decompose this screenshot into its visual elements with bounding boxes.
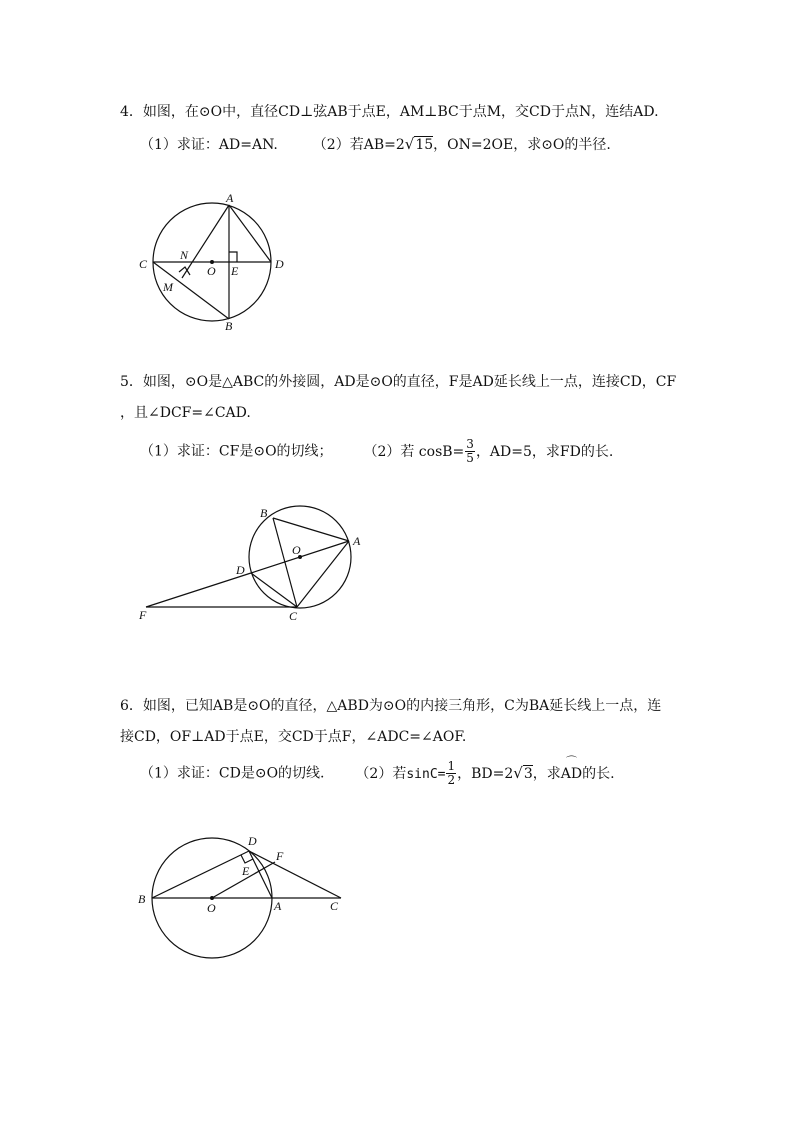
fig5-label-o: O — [292, 543, 301, 557]
fig6-label-f: F — [276, 849, 284, 863]
problem-4-part2: （2）若AB=2√15，ON=2OE，求⊙O的半径. — [312, 135, 611, 153]
fig4-label-m: M — [163, 280, 173, 294]
fig6-tangent-dc — [249, 851, 341, 898]
fig4-label-c: C — [139, 257, 148, 271]
fig6-center-dot — [210, 896, 214, 900]
problem-6-part2: （2）若sinC= $\frac{1}{2}$ ，BD=2√3，求 ⌒ AD的长. — [355, 754, 615, 787]
fig6-label-c: C — [330, 899, 339, 913]
problem-5-number: 5． — [120, 374, 143, 390]
fig4-label-e: E — [231, 264, 239, 278]
problem-4-number: 4． — [120, 104, 143, 120]
problem-5-stem-cont: ，且∠DCF=∠CAD. — [120, 405, 251, 421]
fig5-label-f: F — [139, 608, 147, 622]
problem-5-part2: （2）若 cosB= $\frac{3}{5}$ ，AD=5，求FD的长. — [363, 437, 614, 465]
fig5-label-c: C — [289, 609, 298, 623]
fig5-label-a: A — [353, 534, 361, 548]
fig6-label-e: E — [242, 864, 250, 878]
fig4-label-n: N — [180, 248, 189, 262]
fig4-label-b: B — [225, 319, 233, 333]
problem-5-stem-text: 如图，⊙O是△ABC的外接圆，AD是⊙O的直径，F是AD延长线上一点，连接CD，CF — [142, 374, 677, 390]
problem-6-number: 6． — [120, 698, 143, 714]
problem-4-part1: （1）求证：AD=AN. — [140, 137, 278, 153]
fig6-label-b: B — [138, 892, 146, 906]
fig4-label-o: O — [207, 264, 216, 278]
arc-ad: ⌒ AD — [560, 754, 583, 782]
fig6-label-o: O — [207, 901, 216, 915]
fig4-label-a: A — [226, 191, 234, 205]
problem-5-part1: （1）求证：CF是⊙O的切线； — [140, 443, 333, 460]
fig5-label-b: B — [260, 506, 268, 520]
problem-4-stem-text: 如图，在⊙O中，直径CD⊥弦AB于点E，AM⊥BC于点M，交CD于点N，连结AD. — [142, 104, 659, 120]
fig4-label-d: D — [275, 257, 284, 271]
problem-6-stem-cont: 接CD，OF⊥AD于点E，交CD于点F，∠ADC=∠AOF. — [120, 729, 467, 745]
fig5-label-d: D — [236, 563, 245, 577]
fig6-label-d: D — [248, 834, 257, 848]
problem-6-stem-text: 如图，已知AB是⊙O的直径，△ABD为⊙O的内接三角形，C为BA延长线上一点，连 — [142, 698, 662, 714]
fig6-label-a: A — [274, 899, 282, 913]
problem-6-part1: （1）求证：CD是⊙O的切线. — [140, 765, 325, 782]
